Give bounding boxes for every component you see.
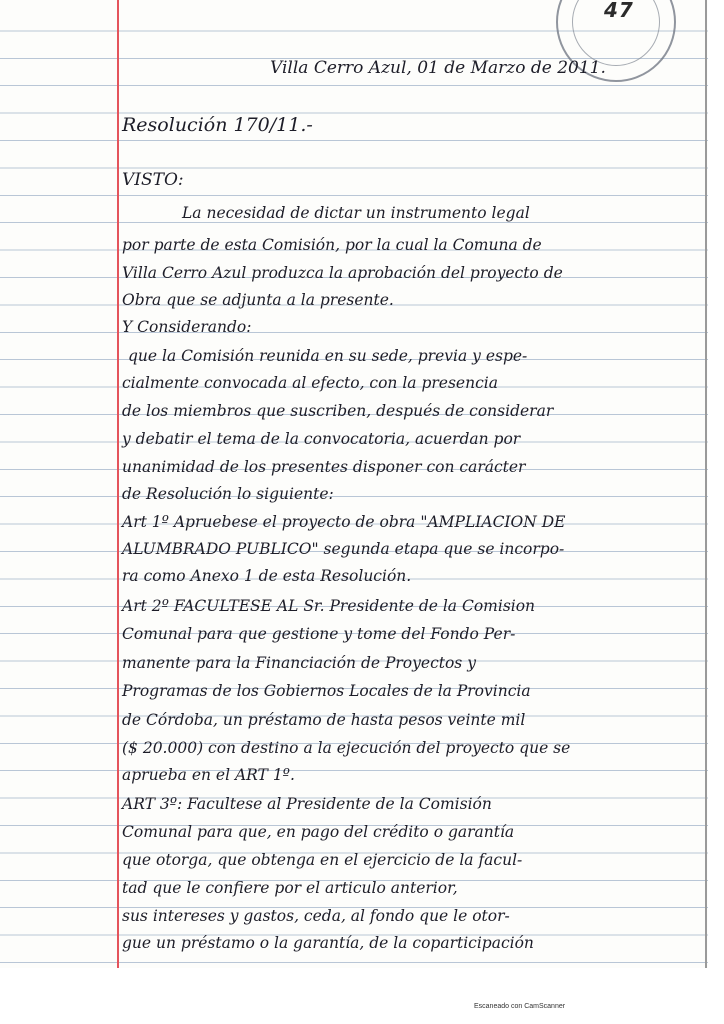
scanner-watermark-caption: Escaneado con CamScanner (474, 1003, 566, 1010)
body-line: gue un préstamo o la garantía, de la coparticipación (122, 934, 534, 952)
resolution-number: Resolución 170/11.- (122, 114, 313, 136)
body-line: Y Considerando: (122, 318, 252, 336)
body-line: de Resolución lo siguiente: (122, 485, 334, 503)
body-line: Villa Cerro Azul produzca la aprobación del proyecto de (122, 264, 563, 282)
body-line: Programas de los Gobiernos Locales de la Provincia (122, 682, 531, 700)
body-line: y debatir el tema de la convocatoria, acuerdan por (122, 430, 521, 448)
body-line: ($ 20.000) con destino a la ejecución del proyecto que se (122, 739, 571, 757)
body-line: que otorga, que obtenga en el ejercicio de la facul- (122, 851, 523, 869)
body-line: de los miembros que suscriben, después de considerar (122, 402, 554, 420)
body-line: Obra que se adjunta a la presente. (122, 291, 394, 309)
body-line: manente para la Financiación de Proyectos y (122, 654, 476, 672)
body-line: Art 2º FACULTESE AL Sr. Presidente de la Comision (122, 597, 536, 615)
body-line: Comunal para que gestione y tome del Fondo Per- (122, 625, 516, 643)
section-heading-visto: VISTO: (122, 170, 184, 190)
body-line: tad que le confiere por el articulo anterior, (122, 879, 458, 897)
body-line: que la Comisión reunida en su sede, previa y espe- (128, 347, 528, 365)
body-line: sus intereses y gastos, ceda, al fondo que le otor- (122, 907, 510, 925)
body-line: de Córdoba, un préstamo de hasta pesos veinte mil (122, 711, 526, 729)
body-line: Comunal para que, en pago del crédito o garantía (122, 823, 515, 841)
body-line: aprueba en el ART 1º. (122, 766, 295, 784)
body-line: ALUMBRADO PUBLICO" segunda etapa que se incorpo- (122, 540, 565, 558)
body-line: Art 1º Apruebese el proyecto de obra "AMPLIACION DE (122, 513, 566, 531)
folio-number: 47 (604, 0, 634, 22)
body-line: La necesidad de dictar un instrumento legal (182, 204, 530, 222)
body-line: unanimidad de los presentes disponer con carácter (122, 458, 526, 476)
body-line: por parte de esta Comisión, por la cual la Comuna de (122, 236, 542, 254)
body-line: ra como Anexo 1 de esta Resolución. (122, 567, 412, 585)
place-date: Villa Cerro Azul, 01 de Marzo de 2011. (270, 58, 606, 78)
body-line: cialmente convocada al efecto, con la presencia (122, 374, 498, 392)
body-line: ART 3º: Facultese al Presidente de la Comisión (122, 795, 492, 813)
red-margin-line (117, 0, 119, 968)
paper-edge (705, 0, 707, 968)
